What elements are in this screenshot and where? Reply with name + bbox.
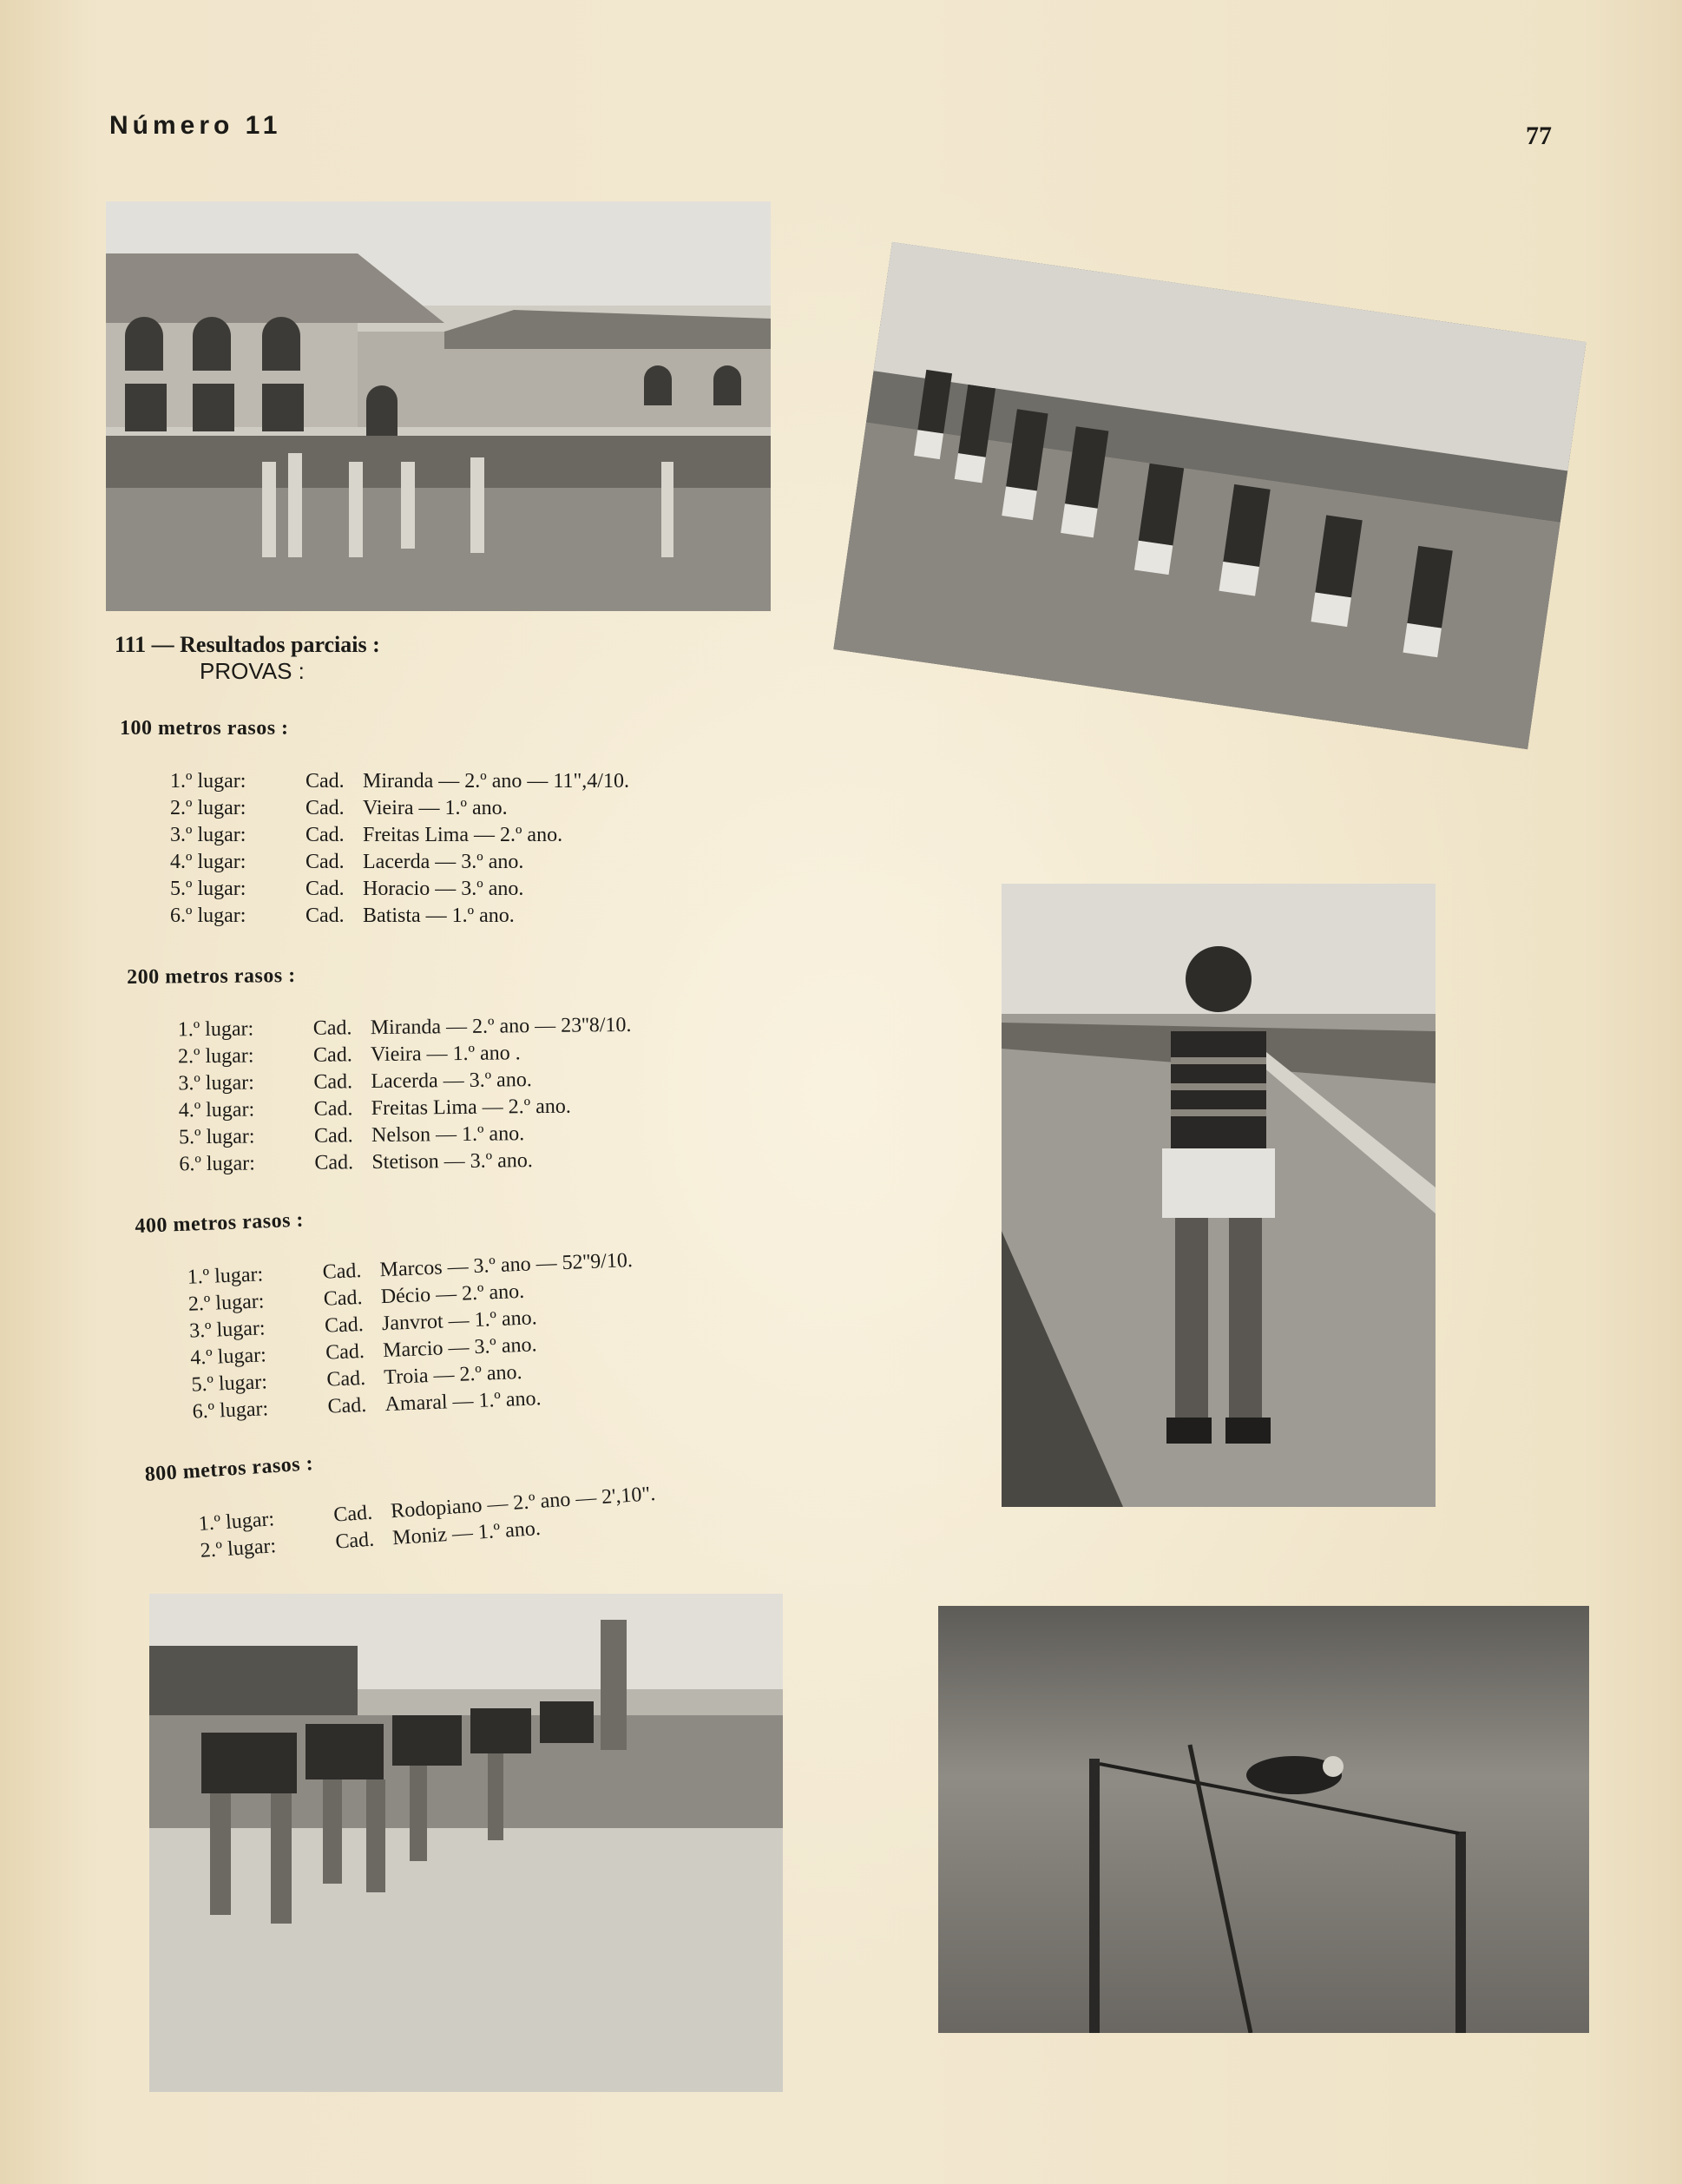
results-800m — [144, 1430, 658, 1569]
results-400m — [135, 1196, 638, 1428]
photo-parade-building — [106, 201, 771, 611]
issue-number: Número 11 — [109, 111, 282, 140]
page-number: 77 — [1526, 122, 1552, 150]
result-row: 4.º lugar: Cad. Marcio — 3.º ano. — [189, 1333, 537, 1370]
result-row: 2.º lugar: Cad. Décio — 2.º ano. — [187, 1279, 525, 1316]
photo-race-start — [149, 1594, 783, 2092]
photo-athletes-lineup — [833, 242, 1586, 749]
section-title: 800 metros rasos : — [144, 1452, 314, 1486]
result-row: 4.º lugar: Cad. Freitas Lima — 2.º ano. — [178, 1095, 571, 1122]
result-row: 1.º lugar: Cad. Miranda — 2.º ano — 11",4/10. — [170, 770, 629, 793]
result-row: 1.º lugar: Cad. Rodopiano — 2.º ano — 2',10". — [197, 1483, 657, 1536]
result-row: 6.º lugar: Cad. Stetison — 3.º ano. — [179, 1149, 533, 1176]
result-row: 3.º lugar: Cad. Janvrot — 1.º ano. — [188, 1306, 538, 1343]
result-row: 2.º lugar: Cad. Vieira — 1.º ano . — [177, 1042, 521, 1069]
result-row: 5.º lugar: Cad. Nelson — 1.º ano. — [178, 1122, 525, 1149]
result-row: 6.º lugar: Cad. Batista — 1.º ano. — [170, 905, 515, 927]
caption-title: 111 — Resultados parciais : — [115, 632, 380, 657]
result-row: 2.º lugar: Cad. Vieira — 1.º ano. — [170, 797, 508, 819]
results-200m — [127, 961, 633, 1179]
result-row: 1.º lugar: Cad. Marcos — 3.º ano — 52''9/10. — [187, 1249, 634, 1289]
result-row: 2.º lugar: Cad. Moniz — 1.º ano. — [199, 1516, 542, 1562]
section-title: 400 metros rasos : — [135, 1208, 305, 1238]
result-row: 6.º lugar: Cad. Amaral — 1.º ano. — [192, 1387, 542, 1424]
photo-standing-athlete — [1002, 884, 1436, 1507]
result-row: 5.º lugar: Cad. Horacio — 3.º ano. — [170, 878, 524, 900]
result-row: 4.º lugar: Cad. Lacerda — 3.º ano. — [170, 851, 524, 873]
section-title: 100 metros rasos : — [120, 717, 289, 740]
result-row: 1.º lugar: Cad. Miranda — 2.º ano — 23''8/10. — [177, 1013, 632, 1042]
caption-subtitle: PROVAS : — [200, 658, 305, 684]
result-row: 3.º lugar: Cad. Lacerda — 3.º ano. — [178, 1069, 532, 1095]
result-row: 5.º lugar: Cad. Troia — 2.º ano. — [191, 1361, 523, 1397]
section-title: 200 metros rasos : — [127, 964, 296, 989]
photo-pole-vault — [938, 1606, 1589, 2033]
result-row: 3.º lugar: Cad. Freitas Lima — 2.º ano. — [170, 824, 563, 846]
results-100m — [120, 717, 629, 930]
